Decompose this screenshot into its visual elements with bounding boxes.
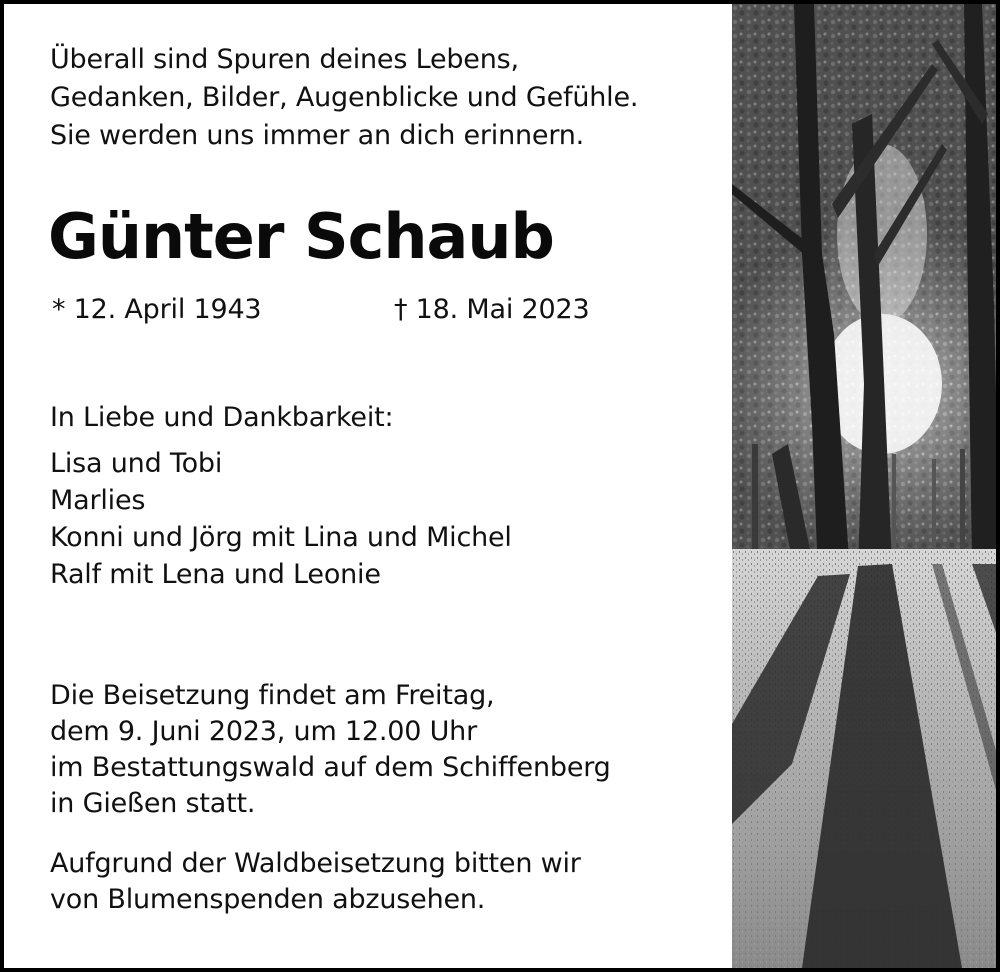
mourner-line: Ralf mit Lena und Leonie bbox=[50, 559, 381, 590]
funeral-line: Die Beisetzung findet am Freitag, bbox=[50, 680, 495, 711]
deceased-name: Günter Schaub bbox=[48, 200, 554, 273]
funeral-line: dem 9. Juni 2023, um 12.00 Uhr bbox=[50, 716, 477, 747]
mourner-line: Lisa und Tobi bbox=[50, 448, 223, 479]
death-date: † 18. Mai 2023 bbox=[394, 294, 590, 325]
text-column bbox=[4, 4, 732, 968]
quote-line: Sie werden uns immer an dich erinnern. bbox=[50, 120, 585, 151]
flowers-note-line: Aufgrund der Waldbeisetzung bitten wir bbox=[50, 848, 581, 879]
funeral-line: im Bestattungswald auf dem Schiffenberg bbox=[50, 752, 611, 783]
mourners-intro: In Liebe und Dankbarkeit: bbox=[50, 402, 394, 433]
quote-line: Überall sind Spuren deines Lebens, bbox=[50, 44, 519, 75]
birth-date: * 12. April 1943 bbox=[52, 294, 262, 325]
forest-sunlight-photo bbox=[732, 4, 1000, 968]
quote-line: Gedanken, Bilder, Augenblicke und Gefühle. bbox=[50, 82, 639, 113]
flowers-note-line: von Blumenspenden abzusehen. bbox=[50, 884, 486, 915]
mourner-line: Konni und Jörg mit Lina und Michel bbox=[50, 522, 512, 553]
mourner-line: Marlies bbox=[50, 485, 146, 516]
funeral-line: in Gießen statt. bbox=[50, 788, 256, 819]
